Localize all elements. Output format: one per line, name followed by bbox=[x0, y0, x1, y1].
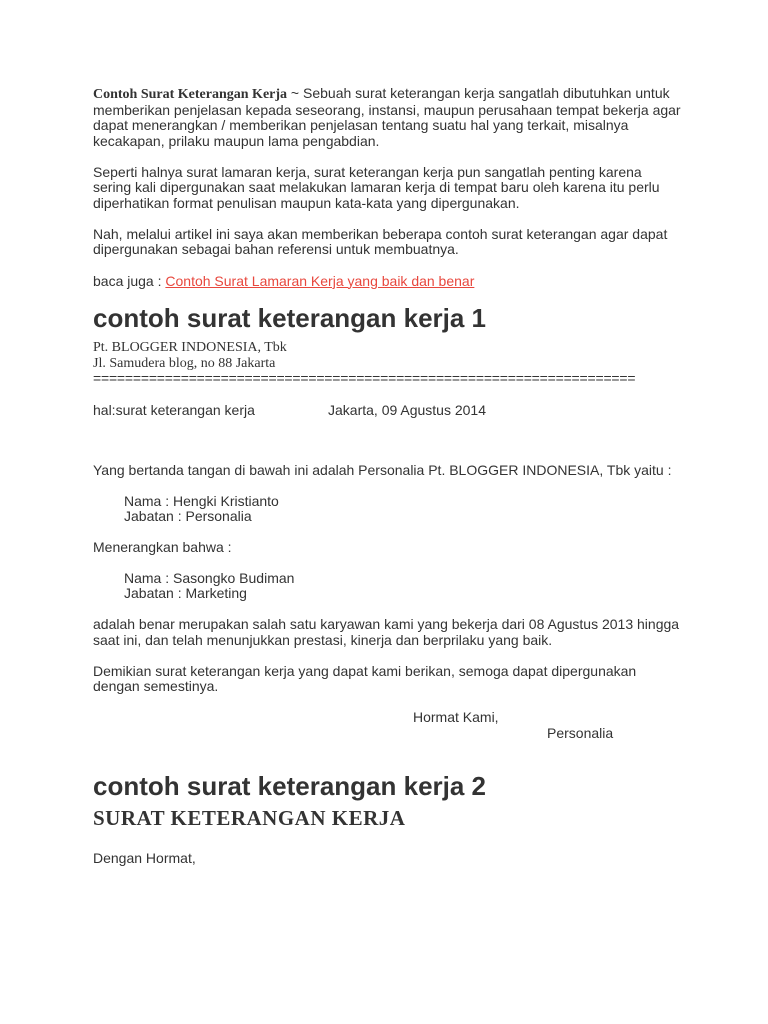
baca-juga-link[interactable]: Contoh Surat Lamaran Kerja yang baik dan benar bbox=[165, 272, 475, 289]
signer-block bbox=[93, 494, 683, 525]
article-body bbox=[93, 86, 683, 867]
signer-position: Jabatan : Personalia bbox=[124, 508, 252, 524]
paragraph-2: Seperti halnya surat lamaran kerja, surat keterangan kerja pun sangatlah penting karena sering kali dipergunakan saat melakukan lamaran kerja di tempat baru oleh karena itu perlu diperhatikan format penulisan maupun kata-kata yang dipergunakan. bbox=[93, 163, 660, 211]
greeting: Dengan Hormat, bbox=[93, 850, 196, 866]
hal-date-row bbox=[93, 403, 683, 419]
intro-text: ~ Sebuah surat keterangan kerja sangatlah dibutuhkan untuk memberikan penjelasan kepada seseorang, instansi, maupun perusahaan tempat bekerja agar dapat menerangkan / memberikan penjelasan tentang suatu hal yang terkait, misalnya kecakapan, prilaku maupun lama pengabdian. bbox=[93, 85, 681, 149]
company-name: Pt. BLOGGER INDONESIA, Tbk bbox=[93, 340, 287, 355]
closing-paragraph: Demikian surat keterangan kerja yang dapat kami berikan, semoga dapat dipergunakan dengan semestinya. bbox=[93, 662, 637, 694]
intro-title: Contoh Surat Keterangan Kerja bbox=[93, 87, 288, 102]
separator-rule: ==================================================================== bbox=[93, 370, 636, 386]
paragraph-3: Nah, melalui artikel ini saya akan memberikan beberapa contoh surat keterangan agar dapat dipergunakan sebagai bahan referensi untuk membuatnya. bbox=[93, 225, 668, 257]
menerangkan-label: Menerangkan bahwa : bbox=[93, 539, 232, 555]
letter-date: Jakarta, 09 Agustus 2014 bbox=[328, 401, 486, 418]
employee-name: Nama : Sasongko Budiman bbox=[124, 569, 295, 586]
body-paragraph: adalah benar merupakan salah satu karyawan kami yang bekerja dari 08 Agustus 2013 hingga saat ini, dan telah menunjukkan prestasi, kinerja dan berprilaku yang baik. bbox=[93, 616, 680, 648]
baca-juga-label: baca juga : bbox=[93, 272, 166, 289]
company-address: Jl. Samudera blog, no 88 Jakarta bbox=[93, 355, 276, 371]
intro-paragraph bbox=[93, 86, 683, 149]
letter-title: SURAT KETERANGAN KERJA bbox=[93, 806, 406, 830]
signature-title: Personalia bbox=[547, 724, 614, 741]
hal-subject: hal:surat keterangan kerja bbox=[93, 401, 255, 418]
example1-heading: contoh surat keterangan kerja 1 bbox=[93, 303, 487, 333]
signer-name: Nama : Hengki Kristianto bbox=[124, 492, 279, 509]
employee-block bbox=[93, 571, 683, 602]
employee-position: Jabatan : Marketing bbox=[124, 585, 247, 601]
baca-juga-line bbox=[93, 274, 683, 290]
opening-paragraph: Yang bertanda tangan di bawah ini adalah Personalia Pt. BLOGGER INDONESIA, Tbk yaitu : bbox=[93, 462, 672, 478]
regards: Hormat Kami, bbox=[413, 709, 499, 725]
example2-heading: contoh surat keterangan kerja 2 bbox=[93, 771, 487, 801]
